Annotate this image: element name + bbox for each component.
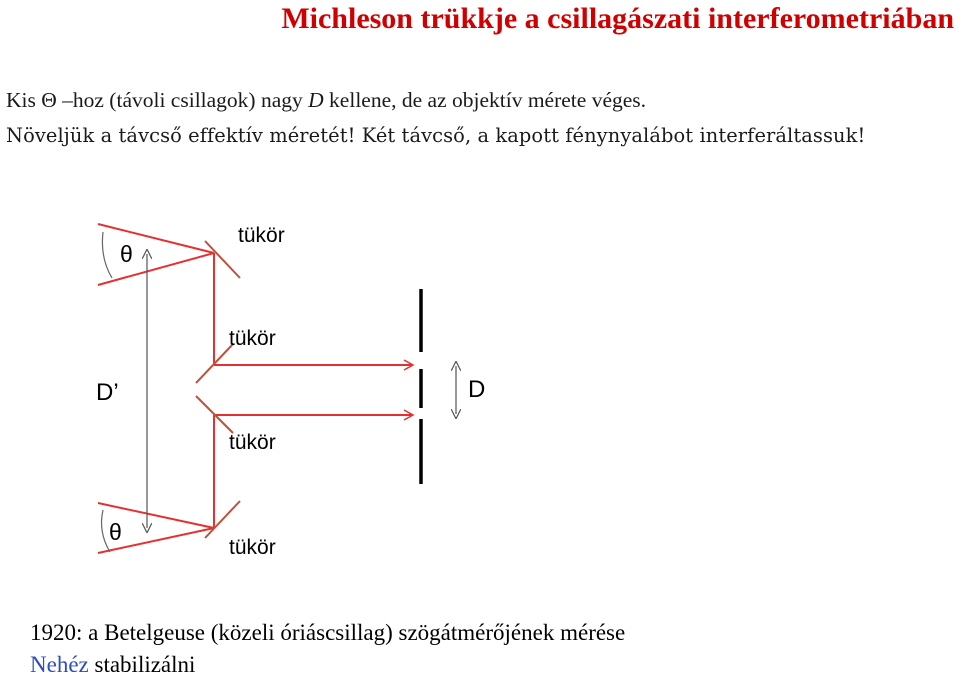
diagram-labels [96, 224, 485, 559]
mirror-4 [205, 501, 240, 538]
intro-line-1-end: kellene, de az objektív mérete véges. [323, 88, 647, 112]
mirror-label-2: tükör [229, 327, 276, 350]
page-title: Michleson trükkje a csillagászati interferometriában [281, 2, 954, 35]
footer-line-1: 1920: a Betelgeuse (közeli óriáscsillag) szögátmérőjének mérése [30, 620, 626, 645]
top-angle-arc [102, 232, 112, 278]
beam-paths [214, 253, 413, 528]
mirrors [196, 241, 240, 538]
top-light-cone [98, 224, 214, 285]
footer-highlight: Nehéz [30, 652, 89, 677]
intro-d-symbol: D [308, 88, 324, 112]
theta-top-label: θ [120, 241, 133, 267]
mirror-1 [205, 241, 240, 278]
mirror-label-3: tükör [229, 431, 276, 454]
d-prime-label: D’ [96, 379, 119, 406]
d-label: D [468, 376, 486, 403]
mirror-label-4: tükör [229, 536, 276, 559]
footer-line-2-rest: stabilizálni [88, 652, 196, 677]
intro-line-2: Növeljük a távcső effektív méretét! Két távcső, a kapott fénynyalábot interferáltassuk! [6, 124, 866, 147]
intro-line-1-start: Kis Θ –hoz (távoli csillagok) nagy [6, 88, 309, 112]
dimension-arrows [147, 254, 456, 528]
theta-bottom-label: θ [109, 519, 122, 545]
mirror-label-1: tükör [238, 224, 285, 247]
footer-line-2 [30, 652, 195, 678]
